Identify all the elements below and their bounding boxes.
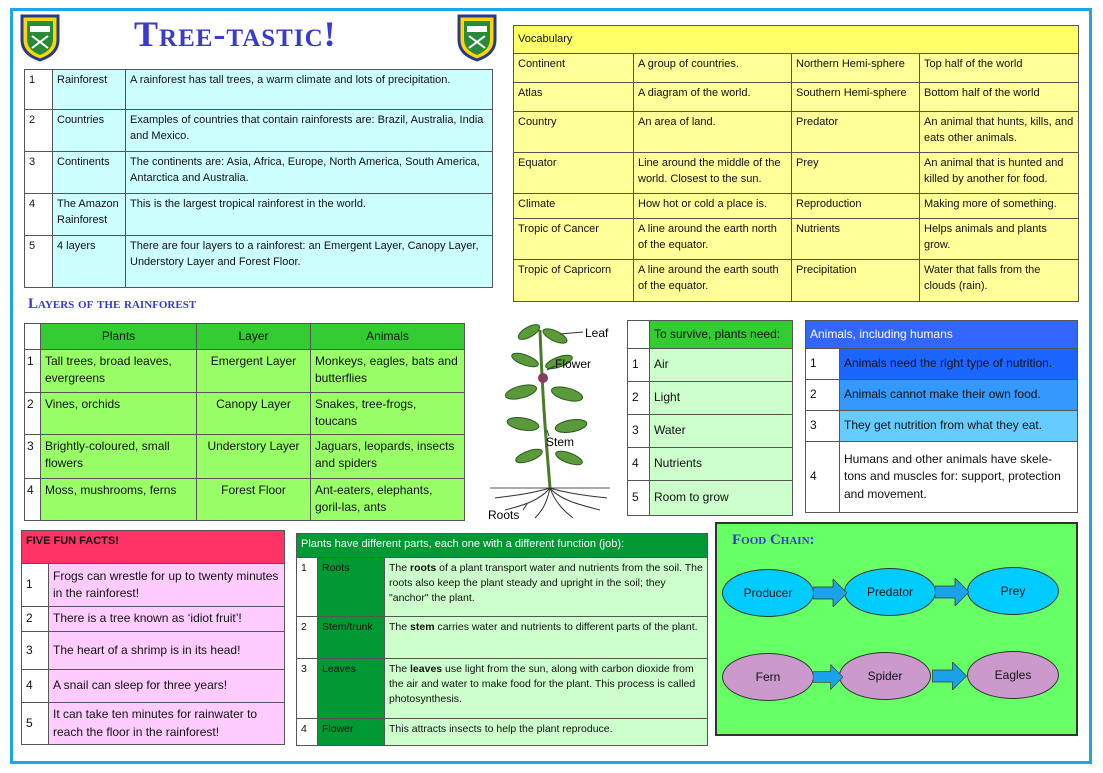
- key-description: A rainforest has tall trees, a warm climate and lots of precipitation.: [126, 70, 493, 110]
- survive-heading: To survive, plants need:: [650, 321, 793, 349]
- animal-fact: They get nutrition from what they eat.: [840, 411, 1078, 442]
- table-row: [514, 194, 1079, 219]
- fun-facts-panel: [21, 530, 285, 745]
- vocab-term: Equator: [514, 153, 634, 194]
- table-row: [514, 219, 1079, 260]
- leaf-pointer: [560, 332, 583, 334]
- animal-fact: Humans and other animals have skele-tons and muscles for: support, protection and movement.: [840, 442, 1078, 513]
- animals-cell: Jaguars, leopards, insects and spiders: [311, 434, 465, 478]
- leaf-label: Leaf: [585, 326, 609, 340]
- column-header: Layer: [197, 324, 311, 350]
- key-facts-table: [24, 69, 493, 288]
- table-row: [25, 194, 493, 236]
- layers-panel: [24, 323, 465, 515]
- stem-label: Stem: [546, 435, 575, 449]
- part-name: Roots: [318, 558, 385, 617]
- flower-label: Flower: [555, 357, 592, 371]
- animals-panel: [805, 320, 1078, 513]
- row-number: 3: [297, 659, 318, 719]
- school-crest-icon: [18, 12, 62, 62]
- row-number: 2: [297, 617, 318, 659]
- food-chain-node: Predator: [844, 568, 936, 616]
- page-title: Tree-tastic!: [134, 14, 337, 54]
- row-number: 1: [297, 558, 318, 617]
- row-number: 4: [628, 448, 650, 481]
- key-description: This is the largest tropical rainforest in the world.: [126, 194, 493, 236]
- row-number: 2: [806, 380, 840, 411]
- blank-cell: [25, 324, 41, 350]
- row-number: 2: [25, 393, 41, 435]
- vocabulary-table: [513, 25, 1079, 302]
- row-number: 2: [628, 382, 650, 415]
- vocab-definition: A line around the earth south of the equator.: [634, 260, 792, 302]
- vocab-definition: Making more of something.: [920, 194, 1079, 219]
- plants-cell: Moss, mushrooms, ferns: [41, 478, 197, 520]
- fun-fact: The heart of a shrimp is in its head!: [49, 632, 285, 670]
- row-number: 5: [25, 236, 53, 288]
- survive-item: Water: [650, 415, 793, 448]
- row-number: 3: [806, 411, 840, 442]
- column-header: Plants: [41, 324, 197, 350]
- food-chain-node: Spider: [839, 652, 931, 700]
- row-number: 4: [22, 670, 49, 703]
- vocab-definition: An animal that is hunted and killed by another for food.: [920, 153, 1079, 194]
- layer-cell: Forest Floor: [197, 478, 311, 520]
- row-number: 1: [628, 349, 650, 382]
- food-chain-node: Eagles: [967, 651, 1059, 699]
- fun-fact: It can take ten minutes for rainwater to reach the floor in the rainforest!: [49, 703, 285, 745]
- right-arrow-icon: [813, 579, 847, 607]
- blank-cell: [628, 321, 650, 349]
- row-number: 1: [806, 349, 840, 380]
- vocab-term: Prey: [792, 153, 920, 194]
- table-row: [22, 670, 285, 703]
- table-row: [297, 617, 708, 659]
- part-description: The roots of a plant transport water and nutrients from the soil. The roots also keep the plant steady and upright in the soil; they "anchor" the plant.: [385, 558, 708, 617]
- row-number: 3: [22, 632, 49, 670]
- row-number: 4: [297, 719, 318, 746]
- table-row: [297, 659, 708, 719]
- key-facts-panel: [24, 69, 493, 288]
- row-number: 3: [25, 152, 53, 194]
- survive-item: Light: [650, 382, 793, 415]
- part-name: Flower: [318, 719, 385, 746]
- part-name: Stem/trunk: [318, 617, 385, 659]
- row-number: 3: [628, 415, 650, 448]
- table-row: [25, 70, 493, 110]
- plants-cell: Brightly-coloured, small flowers: [41, 434, 197, 478]
- animal-fact: Animals need the right type of nutrition.: [840, 349, 1078, 380]
- survive-panel: [627, 320, 793, 516]
- fun-facts-table: [21, 530, 285, 745]
- vocab-definition: Water that falls from the clouds (rain).: [920, 260, 1079, 302]
- table-row: [25, 110, 493, 152]
- row-number: 5: [22, 703, 49, 745]
- vocab-definition: A line around the earth north of the equator.: [634, 219, 792, 260]
- table-row: [25, 350, 465, 393]
- layer-cell: Understory Layer: [197, 434, 311, 478]
- table-row: [514, 153, 1079, 194]
- vocab-definition: An area of land.: [634, 112, 792, 153]
- vocab-term: Reproduction: [792, 194, 920, 219]
- key-description: Examples of countries that contain rainforests are: Brazil, Australia, India and Mexico.: [126, 110, 493, 152]
- survive-item: Room to grow: [650, 481, 793, 516]
- table-row: [514, 260, 1079, 302]
- key-term: 4 layers: [53, 236, 126, 288]
- vocab-term: Continent: [514, 54, 634, 83]
- food-chain-node: Fern: [722, 653, 814, 701]
- table-row: [22, 564, 285, 607]
- animals-cell: Snakes, tree-frogs, toucans: [311, 393, 465, 435]
- table-row: [297, 719, 708, 746]
- part-description: This attracts insects to help the plant reproduce.: [385, 719, 708, 746]
- table-row: [628, 349, 793, 382]
- key-term: Countries: [53, 110, 126, 152]
- animals-heading: Animals, including humans: [806, 321, 1078, 349]
- vocab-definition: Top half of the world: [920, 54, 1079, 83]
- vocab-term: Northern Hemi-sphere: [792, 54, 920, 83]
- row-number: 1: [25, 70, 53, 110]
- roots-label: Roots: [488, 508, 520, 522]
- survive-item: Air: [650, 349, 793, 382]
- vocab-term: Southern Hemi-sphere: [792, 83, 920, 112]
- row-number: 1: [22, 564, 49, 607]
- table-row: [806, 380, 1078, 411]
- vocabulary-panel: [513, 25, 1079, 302]
- fun-fact: There is a tree known as ‘idiot fruit’!: [49, 607, 285, 632]
- plants-cell: Tall trees, broad leaves, evergreens: [41, 350, 197, 393]
- row-number: 5: [628, 481, 650, 516]
- column-header: Animals: [311, 324, 465, 350]
- animals-cell: Monkeys, eagles, bats and butterflies: [311, 350, 465, 393]
- table-row: [25, 434, 465, 478]
- school-crest-icon: [455, 12, 499, 62]
- vocab-definition: How hot or cold a place is.: [634, 194, 792, 219]
- part-description: The stem carries water and nutrients to different parts of the plant.: [385, 617, 708, 659]
- fun-facts-heading: FIVE FUN FACTS!: [22, 531, 285, 564]
- vocab-term: Country: [514, 112, 634, 153]
- vocab-term: Predator: [792, 112, 920, 153]
- table-row: [25, 236, 493, 288]
- stem-shape: [540, 330, 550, 488]
- table-row: [25, 393, 465, 435]
- part-description: The leaves use light from the sun, along with carbon dioxide from the air and water to make food for the plant. This process is called photosynthesis.: [385, 659, 708, 719]
- table-row: [806, 442, 1078, 513]
- row-number: 3: [25, 434, 41, 478]
- survive-table: [627, 320, 793, 516]
- animals-cell: Ant-eaters, elephants, goril-las, ants: [311, 478, 465, 520]
- vocab-term: Precipitation: [792, 260, 920, 302]
- food-chain-node: Prey: [967, 567, 1059, 615]
- table-row: [22, 607, 285, 632]
- vocabulary-heading: Vocabulary: [514, 26, 1079, 54]
- table-row: [25, 152, 493, 194]
- row-number: 2: [25, 110, 53, 152]
- key-term: The Amazon Rainforest: [53, 194, 126, 236]
- vocab-term: Tropic of Cancer: [514, 219, 634, 260]
- table-row: [297, 558, 708, 617]
- table-row: [514, 112, 1079, 153]
- table-row: [806, 349, 1078, 380]
- food-chain-heading: Food Chain:: [732, 532, 815, 548]
- table-row: [628, 481, 793, 516]
- table-row: [628, 448, 793, 481]
- plant-parts-panel: [296, 533, 708, 746]
- layers-heading: Layers of the rainforest: [28, 296, 197, 312]
- vocab-definition: An animal that hunts, kills, and eats other animals.: [920, 112, 1079, 153]
- row-number: 4: [25, 478, 41, 520]
- table-row: [22, 632, 285, 670]
- key-term: Rainforest: [53, 70, 126, 110]
- plant-parts-table: [296, 533, 708, 746]
- vocab-definition: Bottom half of the world: [920, 83, 1079, 112]
- vocab-term: Nutrients: [792, 219, 920, 260]
- right-arrow-icon: [935, 578, 969, 606]
- vocab-term: Atlas: [514, 83, 634, 112]
- key-description: There are four layers to a rainforest: an Emergent Layer, Canopy Layer, Understory Layer and Forest Floor.: [126, 236, 493, 288]
- row-number: 2: [22, 607, 49, 632]
- vocab-term: Tropic of Capricorn: [514, 260, 634, 302]
- food-chain-node: Producer: [722, 569, 814, 617]
- table-row: [514, 83, 1079, 112]
- right-arrow-icon: [813, 663, 843, 691]
- row-number: 1: [25, 350, 41, 393]
- vocab-definition: A diagram of the world.: [634, 83, 792, 112]
- plant-diagram: [485, 310, 615, 522]
- survive-item: Nutrients: [650, 448, 793, 481]
- table-row: [514, 54, 1079, 83]
- plants-cell: Vines, orchids: [41, 393, 197, 435]
- fun-fact: A snail can sleep for three years!: [49, 670, 285, 703]
- food-chain-panel: [715, 522, 1078, 736]
- fun-fact: Frogs can wrestle for up to twenty minutes in the rainforest!: [49, 564, 285, 607]
- key-term: Continents: [53, 152, 126, 194]
- row-number: 4: [25, 194, 53, 236]
- layer-cell: Canopy Layer: [197, 393, 311, 435]
- vocab-definition: A group of countries.: [634, 54, 792, 83]
- animal-fact: Animals cannot make their own food.: [840, 380, 1078, 411]
- key-description: The continents are: Asia, Africa, Europe, North America, South America, Antarctica and Australia.: [126, 152, 493, 194]
- table-row: [628, 382, 793, 415]
- plant-parts-heading: Plants have different parts, each one with a different function (job):: [297, 534, 708, 558]
- layer-cell: Emergent Layer: [197, 350, 311, 393]
- animals-table: [805, 320, 1078, 513]
- vocab-term: Climate: [514, 194, 634, 219]
- table-row: [22, 703, 285, 745]
- table-row: [628, 415, 793, 448]
- part-name: Leaves: [318, 659, 385, 719]
- right-arrow-icon: [930, 662, 969, 690]
- row-number: 4: [806, 442, 840, 513]
- vocab-definition: Line around the middle of the world. Closest to the sun.: [634, 153, 792, 194]
- layers-table: [24, 323, 465, 521]
- table-row: [806, 411, 1078, 442]
- vocab-definition: Helps animals and plants grow.: [920, 219, 1079, 260]
- table-row: [25, 478, 465, 520]
- flower-shape: [538, 373, 548, 383]
